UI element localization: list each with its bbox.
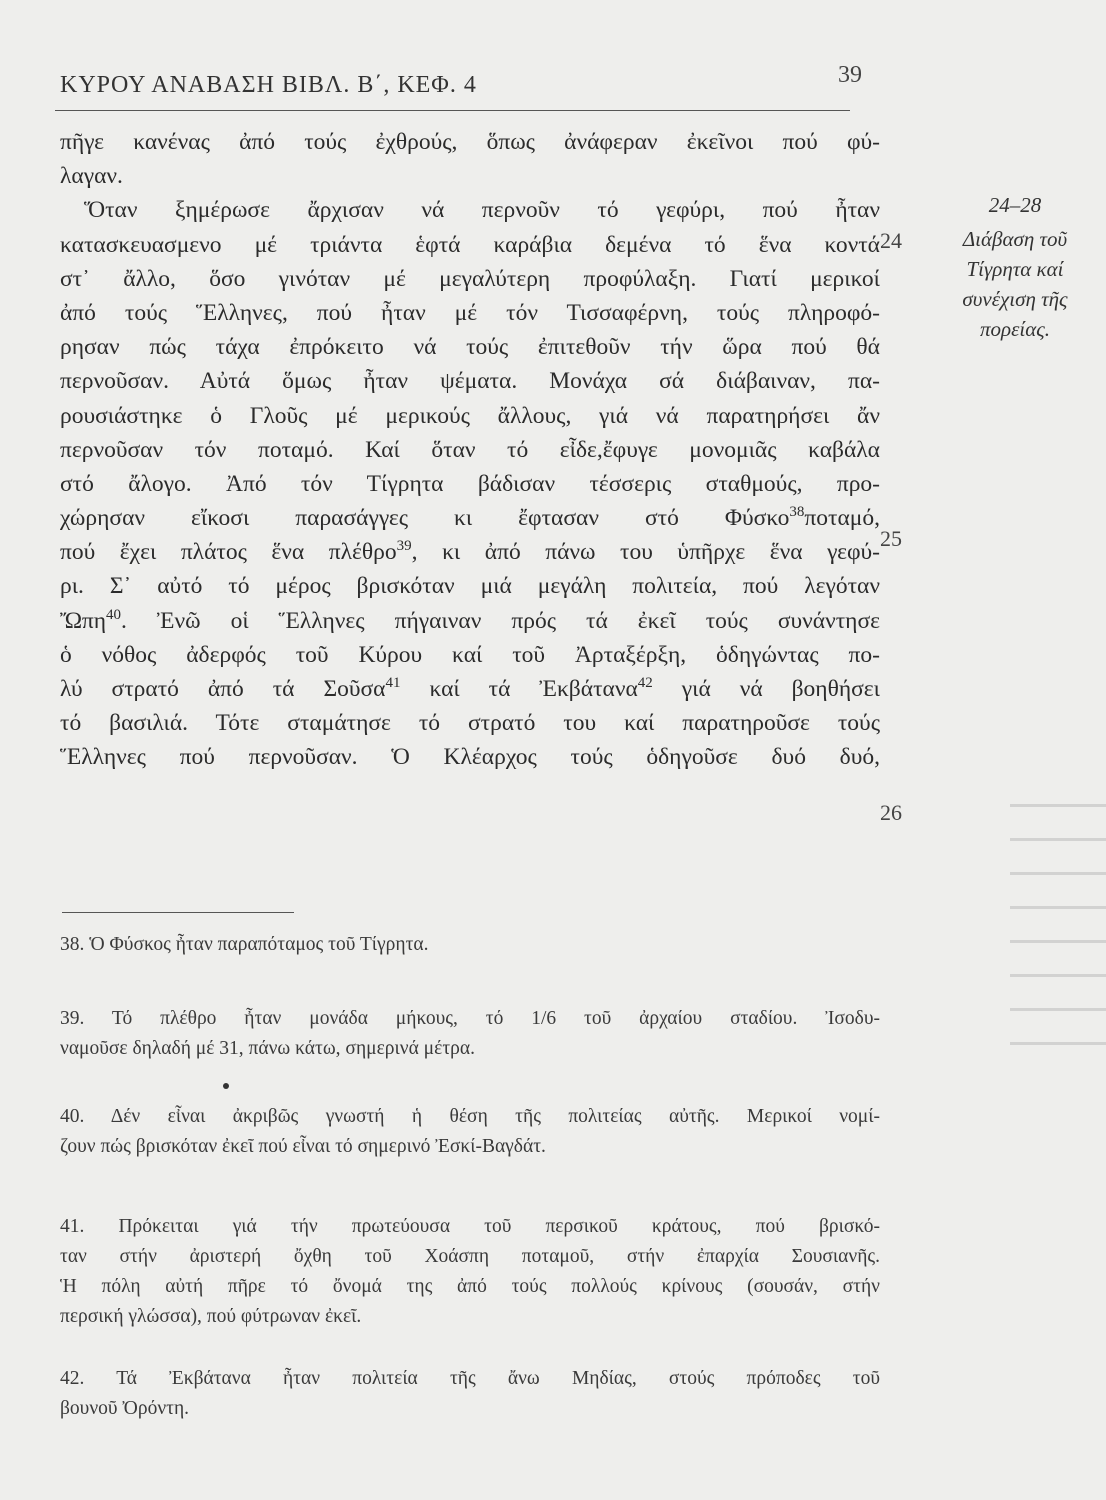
text-line: στ᾽ ἄλλο, ὅσο γινόταν μέ μεγαλύτερη προφύλαξη. Γιατί μερικοί xyxy=(60,265,880,292)
margin-note-line: Τίγρητα καί xyxy=(966,257,1064,281)
footnote-ref-39[interactable]: 39 xyxy=(396,538,412,555)
section-number-24: 24 xyxy=(880,228,902,253)
text-line: τό βασιλιά. Τότε σταμάτησε τό στρατό του καί παρατηροῦσε τούς xyxy=(60,710,880,737)
text-line: ἀπό τούς Ἕλληνες, πού ἦταν μέ τόν Τισσαφέρνη, τούς πληροφό- xyxy=(60,299,880,326)
text-segment: , κι ἀπό πάνω του ὑπῆρχε ἕνα γεφύ- xyxy=(411,539,880,566)
text-segment: ποταμό, xyxy=(804,505,880,532)
text-segment: . Ἐνῶ οἱ Ἕλληνες πήγαιναν πρός τά ἐκεῖ τούς συνάντησε xyxy=(121,607,880,634)
footnote-41 xyxy=(60,1212,880,1332)
footnote-42 xyxy=(60,1364,880,1424)
footnote-line: 39. Τό πλέθρο ἦταν μονάδα μήκους, τό 1/6 τοῦ ἀρχαίου σταδίου. Ἰσοδυ- xyxy=(60,1008,880,1029)
footnote-line: ζουν πώς βρισκόταν ἐκεῖ πού εἶναι τό σημερινό Ἐσκί-Βαγδάτ. xyxy=(60,1136,546,1157)
margin-note xyxy=(935,190,1095,344)
margin-note-range: 24–28 xyxy=(988,193,1042,217)
footnote-40 xyxy=(60,1102,880,1162)
text-line: περνοῦσαν. Αὐτά ὅμως ἦταν ψέματα. Μονάχα σά διάβαιναν, πα- xyxy=(60,368,880,395)
footnote-line: ταν στήν ἀριστερή ὄχθη τοῦ Χοάσπη ποταμοῦ, στήν ἐπαρχία Σουσιανῆς. xyxy=(60,1246,880,1267)
text-line: στό ἄλογο. Ἀπό τόν Τίγρητα βάδισαν τέσσερις σταθμούς, προ- xyxy=(60,470,880,497)
footnote-line: 41. Πρόκειται γιά τήν πρωτεύουσα τοῦ περσικοῦ κράτους, πού βρισκό- xyxy=(60,1216,880,1237)
footnote-ref-38[interactable]: 38 xyxy=(789,504,805,521)
text-line: Ὅταν ξημέρωσε ἄρχισαν νά περνοῦν τό γεφύρι, πού ἦταν xyxy=(84,197,880,224)
footnote-rule xyxy=(62,912,294,913)
footnote-38 xyxy=(60,930,880,960)
text-segment: πού ἔχει πλάτος ἕνα πλέθρο xyxy=(60,539,397,566)
text-line: λαγαν. xyxy=(60,163,123,190)
text-line xyxy=(60,501,880,535)
text-line: περνοῦσαν τόν ποταμό. Καί ὅταν τό εἶδε,ἔφυγε μονομιᾶς καβάλα xyxy=(60,436,880,463)
text-line: ὁ νόθος ἀδερφός τοῦ Κύρου καί τοῦ Ἀρταξέρξη, ὁδηγώντας πο- xyxy=(60,641,880,668)
text-segment: χώρησαν εἴκοσι παρασάγγες κι ἔφτασαν στό Φύσκο xyxy=(60,505,790,532)
footnote-line: βουνοῦ Ὀρόντη. xyxy=(60,1398,190,1419)
footnote-line: 38. Ὁ Φύσκος ἦταν παραπόταμος τοῦ Τίγρητα. xyxy=(60,934,429,955)
ink-dot xyxy=(223,1083,229,1089)
text-line: Ἕλληνες πού περνοῦσαν. Ὁ Κλέαρχος τούς ὁδηγοῦσε δυό δυό, xyxy=(60,744,880,771)
footnote-ref-42[interactable]: 42 xyxy=(637,675,653,691)
footnote-39 xyxy=(60,1004,880,1064)
footnote-line: 40. Δέν εἶναι ἀκριβῶς γνωστή ἡ θέση τῆς πολιτείας αὐτῆς. Μερικοί νομί- xyxy=(60,1106,880,1127)
text-line: πῆγε κανένας ἀπό τούς ἐχθρούς, ὅπως ἀνάφεραν ἐκεῖνοι πού φύ- xyxy=(60,129,880,155)
section-number-26: 26 xyxy=(880,800,902,825)
margin-note-line: συνέχιση τῆς xyxy=(962,287,1068,311)
running-title: ΚΥΡΟΥ ΑΝΑΒΑΣΗ ΒΙΒΛ. Β΄, ΚΕΦ. 4 xyxy=(60,72,477,98)
text-line: ρι. Σ᾽ αὐτό τό μέρος βρισκόταν μιά μεγάλη πολιτεία, πού λεγόταν xyxy=(60,573,880,600)
text-segment: λύ στρατό ἀπό τά Σοῦσα xyxy=(60,676,386,702)
text-segment: Ὤπη xyxy=(60,607,106,634)
header-rule xyxy=(55,110,850,111)
margin-note-line: πορείας. xyxy=(979,317,1050,341)
text-line: ρουσιάστηκε ὁ Γλοῦς μέ μερικούς ἄλλους, γιά νά παρατηρήσει ἄν xyxy=(60,402,880,429)
footnote-line: 42. Τά Ἐκβάτανα ἦταν πολιτεία τῆς ἄνω Μηδίας, στούς πρόποδες τοῦ xyxy=(60,1368,880,1389)
page-number: 39 xyxy=(838,62,862,88)
text-segment: καί τά Ἐκβάτανα xyxy=(400,676,638,702)
footnote-line: ναμοῦσε δηλαδή μέ 31, πάνω κάτω, σημερινά μέτρα. xyxy=(60,1038,475,1059)
text-line: ρησαν πώς τάχα ἐπρόκειτο νά τούς ἐπιτεθοῦν τήν ὥρα πού θά xyxy=(60,334,880,361)
footnote-ref-41[interactable]: 41 xyxy=(385,675,401,691)
section-number-25: 25 xyxy=(880,526,902,551)
text-segment: γιά νά βοηθήσει xyxy=(652,676,880,702)
text-line xyxy=(60,535,880,569)
footnote-line: Ἡ πόλη αὐτή πῆρε τό ὄνομά της ἀπό τούς πολλούς κρίνους (σουσάν, στήν xyxy=(60,1276,880,1297)
footnote-line: περσική γλώσσα), πού φύτρωναν ἐκεῖ. xyxy=(60,1306,362,1327)
text-line xyxy=(60,672,880,706)
show-through-text xyxy=(1010,790,1106,1070)
footnote-ref-40[interactable]: 40 xyxy=(106,606,121,623)
text-line: κατασκευασμενο μέ τριάντα ἑφτά καράβια δεμένα τό ἕνα κοντά xyxy=(60,231,880,258)
margin-note-line: Διάβαση τοῦ xyxy=(962,227,1068,251)
text-line xyxy=(60,604,880,638)
main-text xyxy=(60,125,880,775)
